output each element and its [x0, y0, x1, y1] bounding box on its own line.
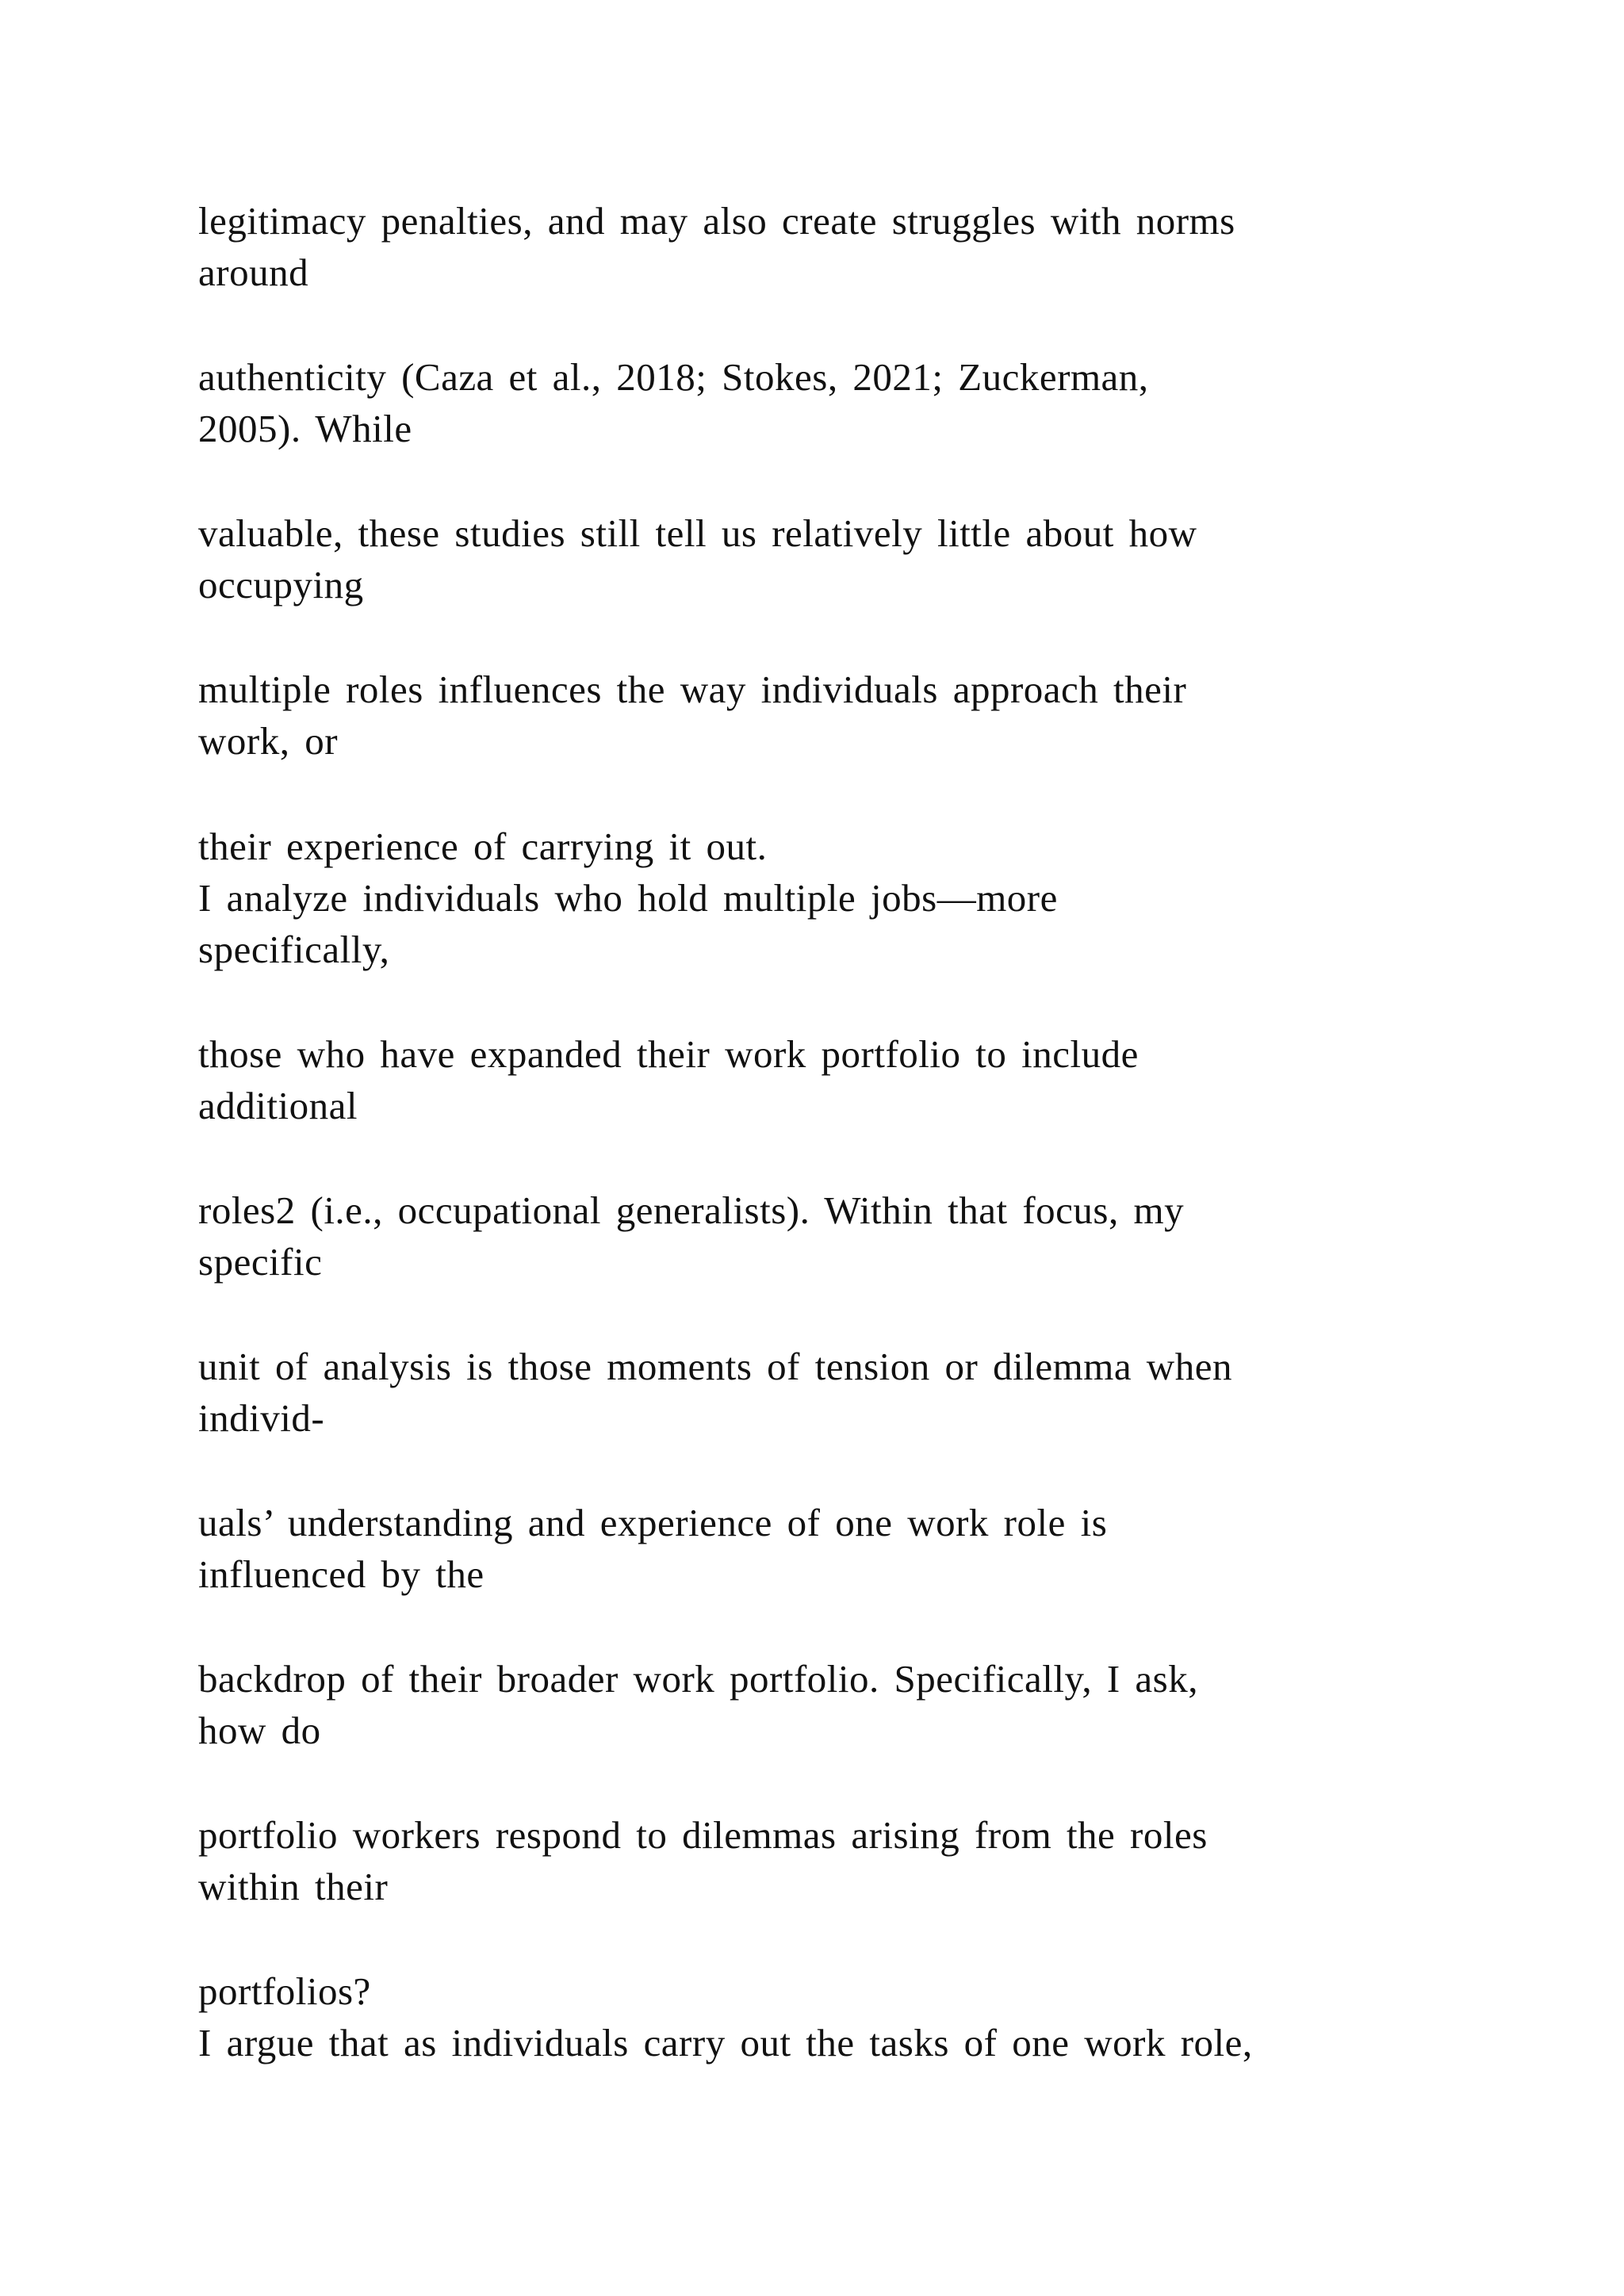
text-line: portfolio workers respond to dilemmas arising from the roles: [198, 1813, 1208, 1857]
text-line: backdrop of their broader work portfolio. Specifically, I ask,: [198, 1657, 1198, 1701]
text-line: specifically,: [198, 928, 390, 971]
text-line: roles2 (i.e., occupational generalists). Within that focus, my: [198, 1188, 1185, 1232]
text-line: valuable, these studies still tell us relatively little about how: [198, 511, 1197, 555]
text-line: around: [198, 251, 309, 294]
text-line: unit of analysis is those moments of tension or dilemma when: [198, 1345, 1232, 1388]
text-line: work, or: [198, 719, 339, 763]
text-line: 2005). While: [198, 407, 412, 450]
text-line: additional: [198, 1084, 358, 1127]
text-line: I argue that as individuals carry out the tasks of one work role,: [198, 2021, 1253, 2064]
text-line: how do: [198, 1709, 321, 1752]
text-line: within their: [198, 1865, 389, 1908]
text-line: specific: [198, 1240, 323, 1284]
text-line: individ-: [198, 1396, 325, 1440]
text-line: multiple roles influences the way individuals approach their: [198, 668, 1187, 711]
text-line: uals’ understanding and experience of one work role is: [198, 1501, 1108, 1544]
text-line: authenticity (Caza et al., 2018; Stokes, 2021; Zuckerman,: [198, 355, 1149, 399]
text-line: their experience of carrying it out.: [198, 825, 768, 868]
text-line: portfolios?: [198, 1969, 371, 2013]
text-line: those who have expanded their work portfolio to include: [198, 1032, 1139, 1076]
text-line: I analyze individuals who hold multiple jobs—more: [198, 876, 1058, 920]
text-line: legitimacy penalties, and may also create struggles with norms: [198, 199, 1235, 243]
text-line: influenced by the: [198, 1552, 485, 1596]
text-line: occupying: [198, 563, 364, 607]
